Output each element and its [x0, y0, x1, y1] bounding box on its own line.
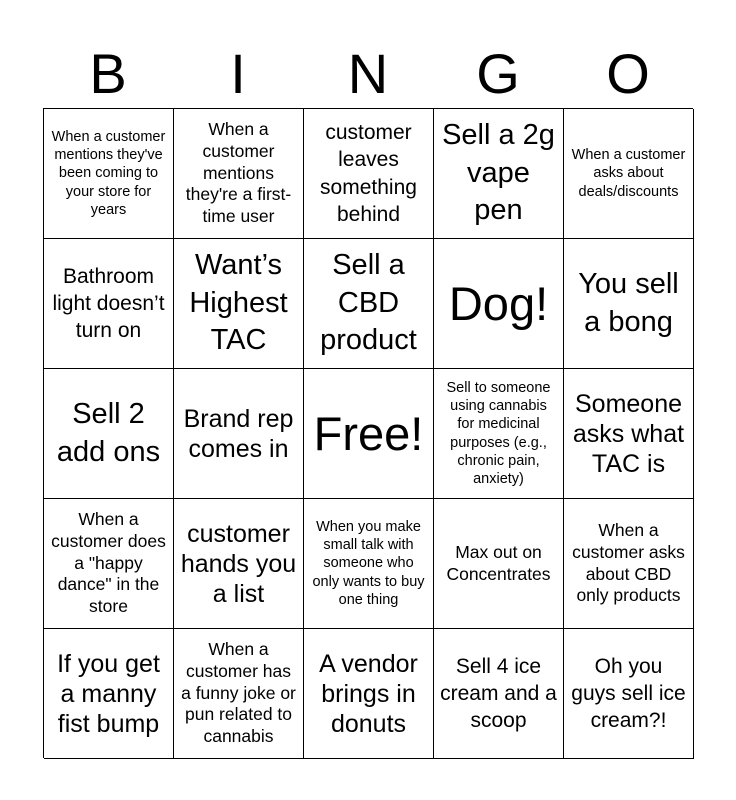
bingo-cell-r4c5[interactable]	[564, 499, 694, 629]
bingo-board	[43, 108, 693, 758]
cell-text: Sell 2 add ons	[56, 397, 161, 468]
bingo-cell-r1c4[interactable]	[434, 109, 564, 239]
cell-text: When a customer asks about deals/discounts	[571, 147, 686, 200]
bingo-cell-r1c5[interactable]	[564, 109, 694, 239]
cell-text: Someone asks what TAC is	[572, 389, 685, 478]
cell-text: When a customer mentions they're a first-time user	[185, 118, 292, 227]
cell-text: Brand rep comes in	[183, 404, 294, 463]
cell-text: If you get a manny fist bump	[57, 649, 160, 738]
cell-text: customer leaves something behind	[320, 120, 417, 226]
header-letter-i: I	[230, 42, 246, 105]
bingo-cell-r3c3-free[interactable]	[304, 369, 434, 499]
free-space-text: Free!	[313, 406, 424, 460]
bingo-cell-r1c2[interactable]	[174, 109, 304, 239]
cell-text: Sell 4 ice cream and a scoop	[440, 654, 557, 733]
bingo-cell-r4c1[interactable]	[44, 499, 174, 629]
bingo-cell-r3c1[interactable]	[44, 369, 174, 499]
cell-text: Bathroom light doesn’t turn on	[52, 264, 165, 343]
header-letter-o: O	[606, 42, 650, 105]
bingo-cell-r5c4[interactable]	[434, 629, 564, 759]
bingo-cell-r2c2[interactable]	[174, 239, 304, 369]
cell-text: Sell a CBD product	[320, 248, 417, 357]
bingo-cell-r4c4[interactable]	[434, 499, 564, 629]
cell-text: Sell a 2g vape pen	[442, 118, 555, 227]
header-letter-b: B	[89, 42, 127, 105]
cell-text: Max out on Concentrates	[446, 541, 551, 584]
bingo-cell-r1c1[interactable]	[44, 109, 174, 239]
bingo-cell-r4c2[interactable]	[174, 499, 304, 629]
header-letter-g: G	[476, 42, 520, 105]
cell-text: When a customer has a funny joke or pun related to cannabis	[181, 638, 296, 747]
bingo-cell-r5c1[interactable]	[44, 629, 174, 759]
cell-text: customer hands you a list	[180, 519, 297, 608]
cell-text: A vendor brings in donuts	[319, 649, 418, 738]
cell-text: When a customer does a "happy dance" in the store	[51, 508, 166, 617]
bingo-cell-r5c3[interactable]	[304, 629, 434, 759]
bingo-cell-r3c5[interactable]	[564, 369, 694, 499]
header-letter-n: N	[347, 42, 389, 105]
cell-text: Want’s Highest TAC	[189, 248, 288, 357]
bingo-cell-r2c5[interactable]	[564, 239, 694, 369]
cell-text: When you make small talk with someone who only wants to buy one thing	[312, 519, 425, 608]
cell-text: Dog!	[448, 276, 549, 330]
bingo-cell-r2c1[interactable]	[44, 239, 174, 369]
bingo-cell-r3c2[interactable]	[174, 369, 304, 499]
cell-text: When a customer mentions they've been coming to your store for years	[51, 129, 166, 218]
bingo-cell-r5c2[interactable]	[174, 629, 304, 759]
cell-text: Oh you guys sell ice cream?!	[571, 654, 686, 733]
bingo-cell-r5c5[interactable]	[564, 629, 694, 759]
bingo-cell-r4c3[interactable]	[304, 499, 434, 629]
cell-text: Sell to someone using cannabis for medicinal purposes (e.g., chronic pain, anxiety)	[446, 380, 551, 487]
cell-text: When a customer asks about CBD only products	[572, 519, 685, 606]
bingo-cell-r1c3[interactable]	[304, 109, 434, 239]
cell-text: You sell a bong	[578, 267, 679, 338]
bingo-cell-r2c4[interactable]	[434, 239, 564, 369]
bingo-cell-r3c4[interactable]	[434, 369, 564, 499]
bingo-cell-r2c3[interactable]	[304, 239, 434, 369]
bingo-header	[43, 40, 693, 108]
